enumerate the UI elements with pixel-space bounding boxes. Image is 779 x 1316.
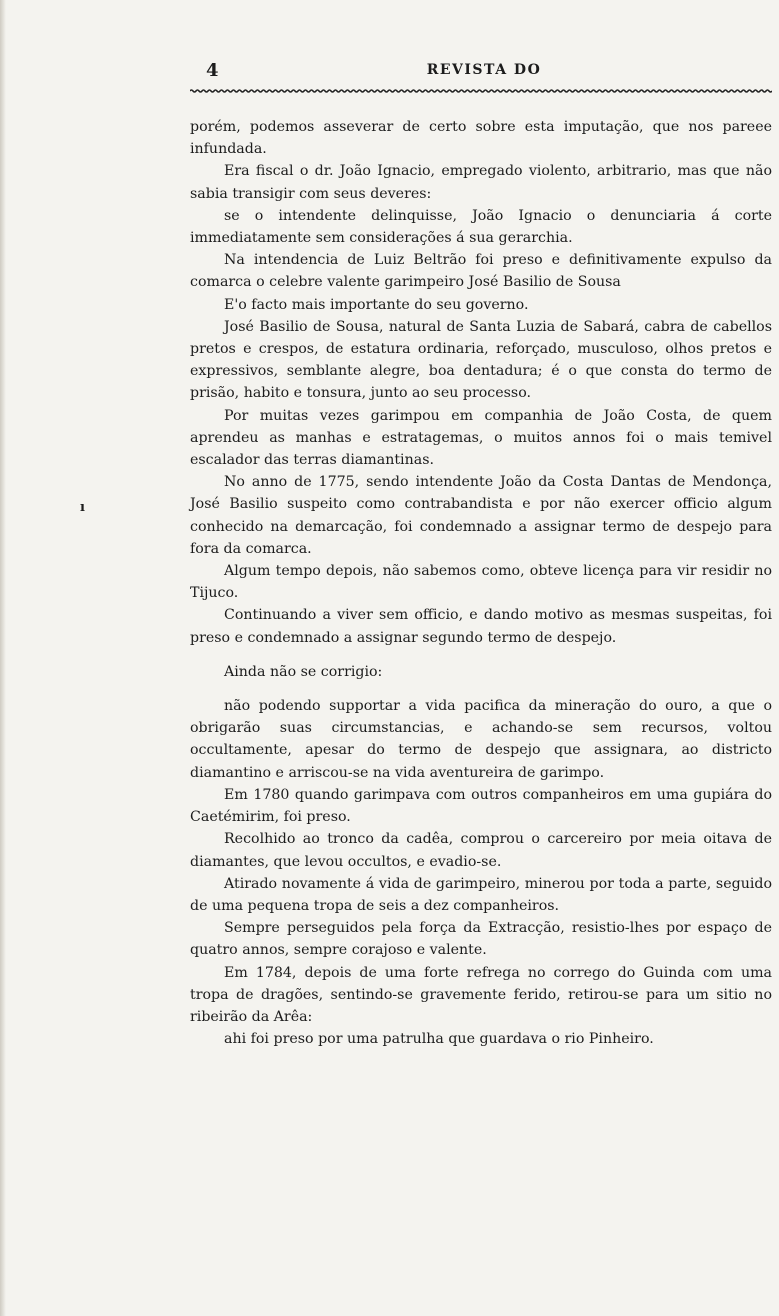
paragraph-2: Era fiscal o dr. João Ignacio, empregado violento, arbitrario, mas que não sabia transigir com seus deveres:: [190, 163, 772, 202]
paragraph-12: não podendo supportar a vida pacifica da mineração do ouro, a que o obrigarão suas circumstancias, e achando-se sem recursos, voltou occultamente, apesar do termo de despejo que assignara, ao districto diamantino e arriscou-se na vida aventureira de garimpo.: [190, 698, 772, 781]
paragraph-6: José Basilio de Sousa, natural de Santa Luzia de Sabará, cabra de cabellos pretos e crespos, de estatura ordinaria, reforçado, musculoso, olhos pretos e expressivos, semblante alegre, boa dentadura; é o que consta do termo de prisão, habito e tonsura, junto ao seu processo.: [190, 318, 772, 402]
paragraph-8: No anno de 1775, sendo intendente João da Costa Dantas de Mendonça, José Basilio suspeito como contrabandista e por não exercer officio algum conhecido na demarcação, foi condemnado a assignar termo de despejo para fora da comarca.: [190, 474, 772, 557]
paragraph-17: Em 1784, depois de uma forte refrega no corrego do Guinda com uma tropa de dragões, sentindo-se gravemente ferido, retirou-se para um sitio no ribeirão da Arêa:: [190, 964, 772, 1025]
header-rule: [190, 88, 772, 94]
running-title: REVISTA DO: [426, 62, 542, 78]
paragraph-14: Recolhido ao tronco da cadêa, comprou o carcereiro por meia oitava de diamantes, que levou occultos, e evadio-se.: [190, 831, 772, 870]
page-number: 4: [206, 60, 219, 81]
article-body: [190, 116, 772, 1050]
paragraph-5: E'o facto mais importante do seu governo.: [224, 296, 529, 313]
paragraph-18: ahi foi preso por uma patrulha que guardava o rio Pinheiro.: [224, 1031, 654, 1048]
paragraph-3: se o intendente delinquisse, João Ignacio o denunciaria á corte immediatamente sem considerações á sua gerarchia.: [190, 207, 772, 247]
paragraph-7: Por muitas vezes garimpou em companhia de João Costa, de quem aprendeu as manhas e estratagemas, o muitos annos foi o mais temivel escalador das terras diamantinas.: [190, 407, 772, 469]
paragraph-4: Na intendencia de Luiz Beltrão foi preso e definitivamente expulso da comarca o celebre valente garimpeiro José Basilio de Sousa: [190, 252, 772, 291]
page-header: [196, 58, 772, 82]
paragraph-16: Sempre perseguidos pela força da Extracção, resistio-lhes por espaço de quatro annos, sempre corajoso e valente.: [190, 920, 772, 959]
paragraph-13: Em 1780 quando garimpava com outros companheiros em uma gupiára do Caetémirim, foi preso.: [190, 786, 772, 826]
page-spine-shadow: [0, 0, 6, 1316]
margin-mark: ı: [80, 500, 85, 515]
paragraph-9: Algum tempo depois, não sabemos como, obteve licença para vir residir no Tijuco.: [190, 563, 772, 602]
paragraph-10: Continuando a viver sem officio, e dando motivo as mesmas suspeitas, foi preso e condemnado a assignar segundo termo de despejo.: [190, 607, 772, 646]
paragraph-15: Atirado novamente á vida de garimpeiro, minerou por toda a parte, seguido de uma pequena tropa de seis a dez companheiros.: [190, 875, 772, 914]
paragraph-1: porém, podemos asseverar de certo sobre esta imputação, que nos pareee infundada.: [190, 119, 772, 158]
paragraph-11: Ainda não se corrigio:: [224, 663, 383, 680]
